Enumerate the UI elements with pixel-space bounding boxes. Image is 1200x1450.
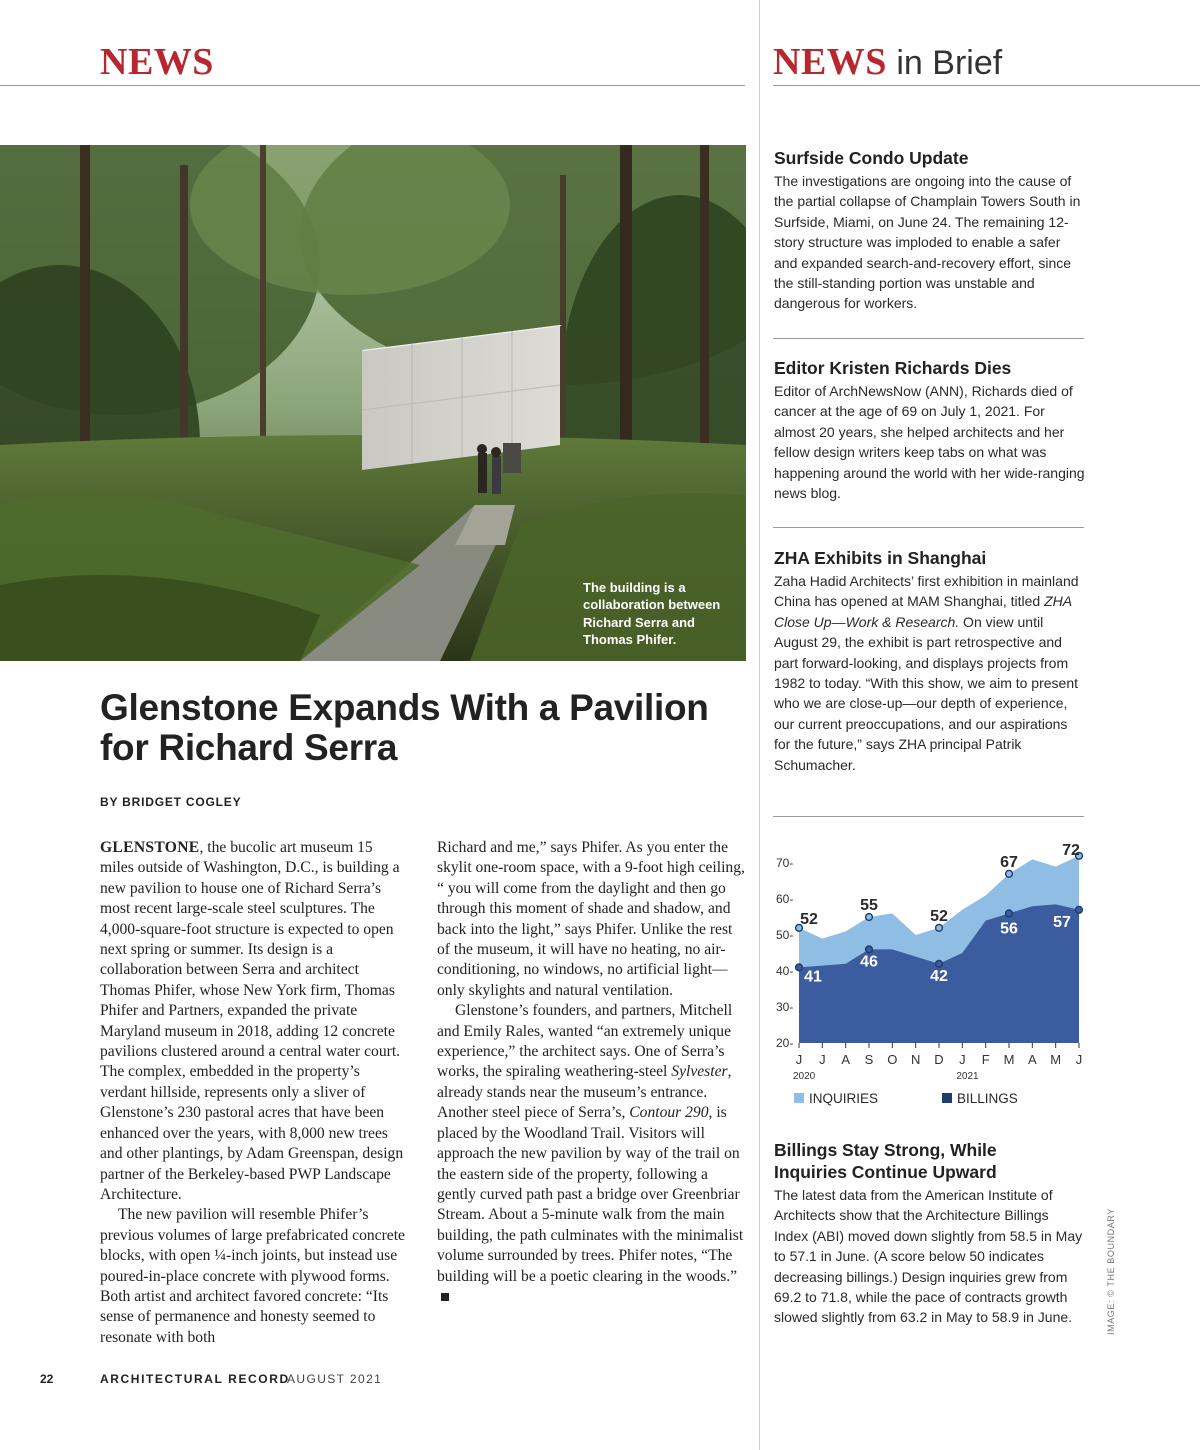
brief-body: Editor of ArchNewsNow (ANN), Richards died of cancer at the age of 69 on July 1, 2021. For almost 20 years, she helped architects and her fellow design writers keep tabs on what was happening around the world with her wide-ranging news blog. xyxy=(774,383,1085,502)
brief-richards xyxy=(774,357,1086,503)
image-credit: IMAGE: © THE BOUNDARY xyxy=(1106,1208,1116,1335)
article-headline xyxy=(100,688,730,768)
data-point-marker xyxy=(1006,870,1013,877)
paragraph: The new pavilion will resemble Phifer’s previous volumes of large prefabricated concrete blocks, with open ¼-inch joints, but instead use poured-in-place concrete with plywood forms. Both artist and architect favored concrete: “Its sense of permanence and honesty seemed to resonate with both xyxy=(100,1206,405,1346)
brief-title: ZHA Exhibits in Shanghai xyxy=(774,548,987,568)
column-divider xyxy=(759,0,760,1450)
y-tick-label: 50- xyxy=(776,928,794,942)
data-label: 42 xyxy=(930,967,948,985)
year-label: 2020 xyxy=(793,1071,816,1082)
photo-caption: The building is a collaboration between Richard Serra and Thomas Phifer. xyxy=(583,580,721,648)
legend-swatch xyxy=(942,1093,952,1103)
legend-label: BILLINGS xyxy=(957,1091,1018,1106)
end-mark xyxy=(441,1293,449,1301)
x-tick-label: J xyxy=(795,1052,803,1067)
brief-billings xyxy=(774,1139,1086,1328)
x-tick-label: S xyxy=(864,1052,874,1067)
x-tick-label: A xyxy=(1027,1052,1037,1067)
data-point-marker xyxy=(936,960,943,967)
legend-label: INQUIRIES xyxy=(809,1091,879,1106)
data-point-marker xyxy=(866,946,873,953)
brief-divider xyxy=(773,816,1084,817)
x-tick-label: M xyxy=(1003,1052,1015,1067)
header-rule-right xyxy=(773,85,1200,86)
paragraph: Richard and me,” says Phifer. As you enter the skylit one-room space, with a 9-foot high ceiling, “ you will come from the daylight and then go through this moment of shade and shadow, and back into the light,” says Phifer. Unlike the rest of the museum, it will have no heating, no air-conditioning, no windows, no artificial light—only skylights and natural ventilation. xyxy=(437,839,745,999)
data-point-marker xyxy=(936,924,943,931)
headline-line-2: for Richard Serra xyxy=(100,727,398,768)
brief-body: The investigations are ongoing into the cause of the partial collapse of Champlain Towers South in Surfside, Miami, on June 24. The remaining 12-story structure was imploded to enable a safer and expanded search-and-recovery effort, since the still-standing portion was unstable and dangerous for workers. xyxy=(774,173,1081,312)
y-tick-label: 70- xyxy=(776,856,794,870)
y-tick-label: 60- xyxy=(776,892,794,906)
y-tick-label: 40- xyxy=(776,964,794,978)
data-point-marker xyxy=(1076,906,1083,913)
section-title-news-in-brief xyxy=(773,40,1002,84)
header-rule-left xyxy=(0,85,745,86)
data-point-marker xyxy=(796,964,803,971)
year-label: 2021 xyxy=(956,1071,979,1082)
lead-word: GLENSTONE xyxy=(100,839,200,856)
paragraph xyxy=(100,838,410,1205)
headline-line-1: Glenstone Expands With a Pavilion xyxy=(100,687,709,728)
abi-chart-svg xyxy=(770,835,1090,1115)
brief-text: On view until August 29, the exhibit is part retrospective and part forward-looking, and displays projects from 1982 to today. “With this show, we aim to present who we are close-up—our depth of experience, our current preoccupations, and our aspirations for the future,” says ZHA principal Patrik Schumacher. xyxy=(774,613,1079,773)
x-tick-label: F xyxy=(981,1052,990,1067)
x-tick-label: D xyxy=(934,1052,944,1067)
paragraph-text: , the bucolic art museum 15 miles outside of Washington, D.C., is building a new pavilion to house one of Richard Serra’s most recent large-scale steel sculptures. The 4,000-square-foot structure is expected to open next spring or summer. Its design is a collaboration between Serra and architect Thomas Phifer, whose New York firm, Thomas Phifer and Partners, expanded the private Maryland museum in 2018, adding 12 concrete pavilions clustered around a central water court. The complex, embedded in the property’s verdant hillside, represents only a sliver of Glenstone’s 230 pastoral acres that have been enhanced over the years, with 8,000 new trees and other plantings, by Adam Greenspan, design partner of the Berkeley-based PWP Landscape Architecture. xyxy=(100,839,404,1203)
data-label: 52 xyxy=(800,910,818,928)
data-label: 57 xyxy=(1053,913,1071,931)
brief-title xyxy=(774,1139,1086,1183)
brief-title: Editor Kristen Richards Dies xyxy=(774,358,1012,378)
brief-title: Surfside Condo Update xyxy=(774,148,969,168)
brief-text: Zaha Hadid Architects’ first exhibition in mainland China has opened at MAM Shanghai, titled xyxy=(774,573,1079,610)
x-tick-label: M xyxy=(1050,1052,1062,1067)
x-tick-label: O xyxy=(887,1052,898,1067)
brief-body xyxy=(774,571,1086,775)
paragraph-text: Glenstone’s founders, and partners, Mitchell and Emily Rales, wanted “an extremely unique experience,” the architect says. One of Serra’s works, the spiraling weathering-steel xyxy=(437,1002,733,1081)
article-column-1 xyxy=(100,838,410,1348)
page-number: 22 xyxy=(40,1372,54,1386)
brief-title-line-2: Inquiries Continue Upward xyxy=(774,1162,997,1182)
paragraph-text: , is placed by the Woodland Trail. Visitors will approach the new pavilion by way of the trail on the eastern side of the property, following a gently curved path past a bridge over Greenbriar Stream. About a 5-minute walk from the main building, the path culminates with the minimalist volume surrounded by trees. Phifer notes, “The building will be a poetic clearing in the woods.” xyxy=(437,1104,744,1285)
section-title-news: NEWS xyxy=(100,41,214,83)
brief-zha xyxy=(774,547,1086,775)
data-point-marker xyxy=(866,914,873,921)
article-column-2 xyxy=(437,838,747,1307)
data-label: 67 xyxy=(1000,853,1018,871)
data-label: 41 xyxy=(804,968,822,986)
x-tick-label: J xyxy=(1075,1052,1083,1067)
x-tick-label: J xyxy=(819,1052,826,1067)
news-in-brief-bold: NEWS xyxy=(773,41,887,83)
exhibition-title: ZHA Close Up—Work & Research. xyxy=(774,593,1072,630)
brief-title-line-1: Billings Stay Strong, While xyxy=(774,1140,997,1160)
paragraph-text: , already stands near the museum’s entrance. Another steel piece of Serra’s, xyxy=(437,1063,732,1122)
data-point-marker xyxy=(1006,910,1013,917)
data-label: 52 xyxy=(930,907,948,925)
brief-surfside xyxy=(774,147,1086,314)
news-in-brief-light: in Brief xyxy=(886,44,1003,82)
x-tick-label: J xyxy=(959,1052,966,1067)
data-label: 46 xyxy=(860,953,878,971)
artwork-title-sylvester: Sylvester xyxy=(671,1063,728,1081)
brief-divider xyxy=(773,527,1084,528)
x-tick-label: A xyxy=(841,1052,851,1067)
data-label: 55 xyxy=(860,897,878,914)
x-tick-label: N xyxy=(910,1052,921,1067)
brief-body: The latest data from the American Institute of Architects show that the Architecture Billings Index (ABI) moved down slightly from 58.5 in May to 57.1 in June. (A score below 50 indicates decreasing billings.) Design inquiries grew from 69.2 to 71.8, while the pace of contracts growth slowed slightly from 63.2 in May to 58.9 in June. xyxy=(774,1187,1083,1326)
y-tick-label: 30- xyxy=(776,1000,794,1014)
legend-swatch xyxy=(794,1093,804,1103)
data-label: 56 xyxy=(1000,920,1018,938)
issue-date: AUGUST 2021 xyxy=(287,1372,383,1386)
abi-chart xyxy=(770,835,1090,1115)
y-tick-label: 20- xyxy=(776,1036,794,1050)
artwork-title-contour: Contour 290 xyxy=(629,1104,709,1122)
brief-divider xyxy=(773,338,1084,339)
data-label: 72 xyxy=(1062,841,1080,859)
byline: BY BRIDGET COGLEY xyxy=(100,795,242,809)
magazine-name: ARCHITECTURAL RECORD xyxy=(100,1372,290,1386)
paragraph xyxy=(437,1001,747,1307)
